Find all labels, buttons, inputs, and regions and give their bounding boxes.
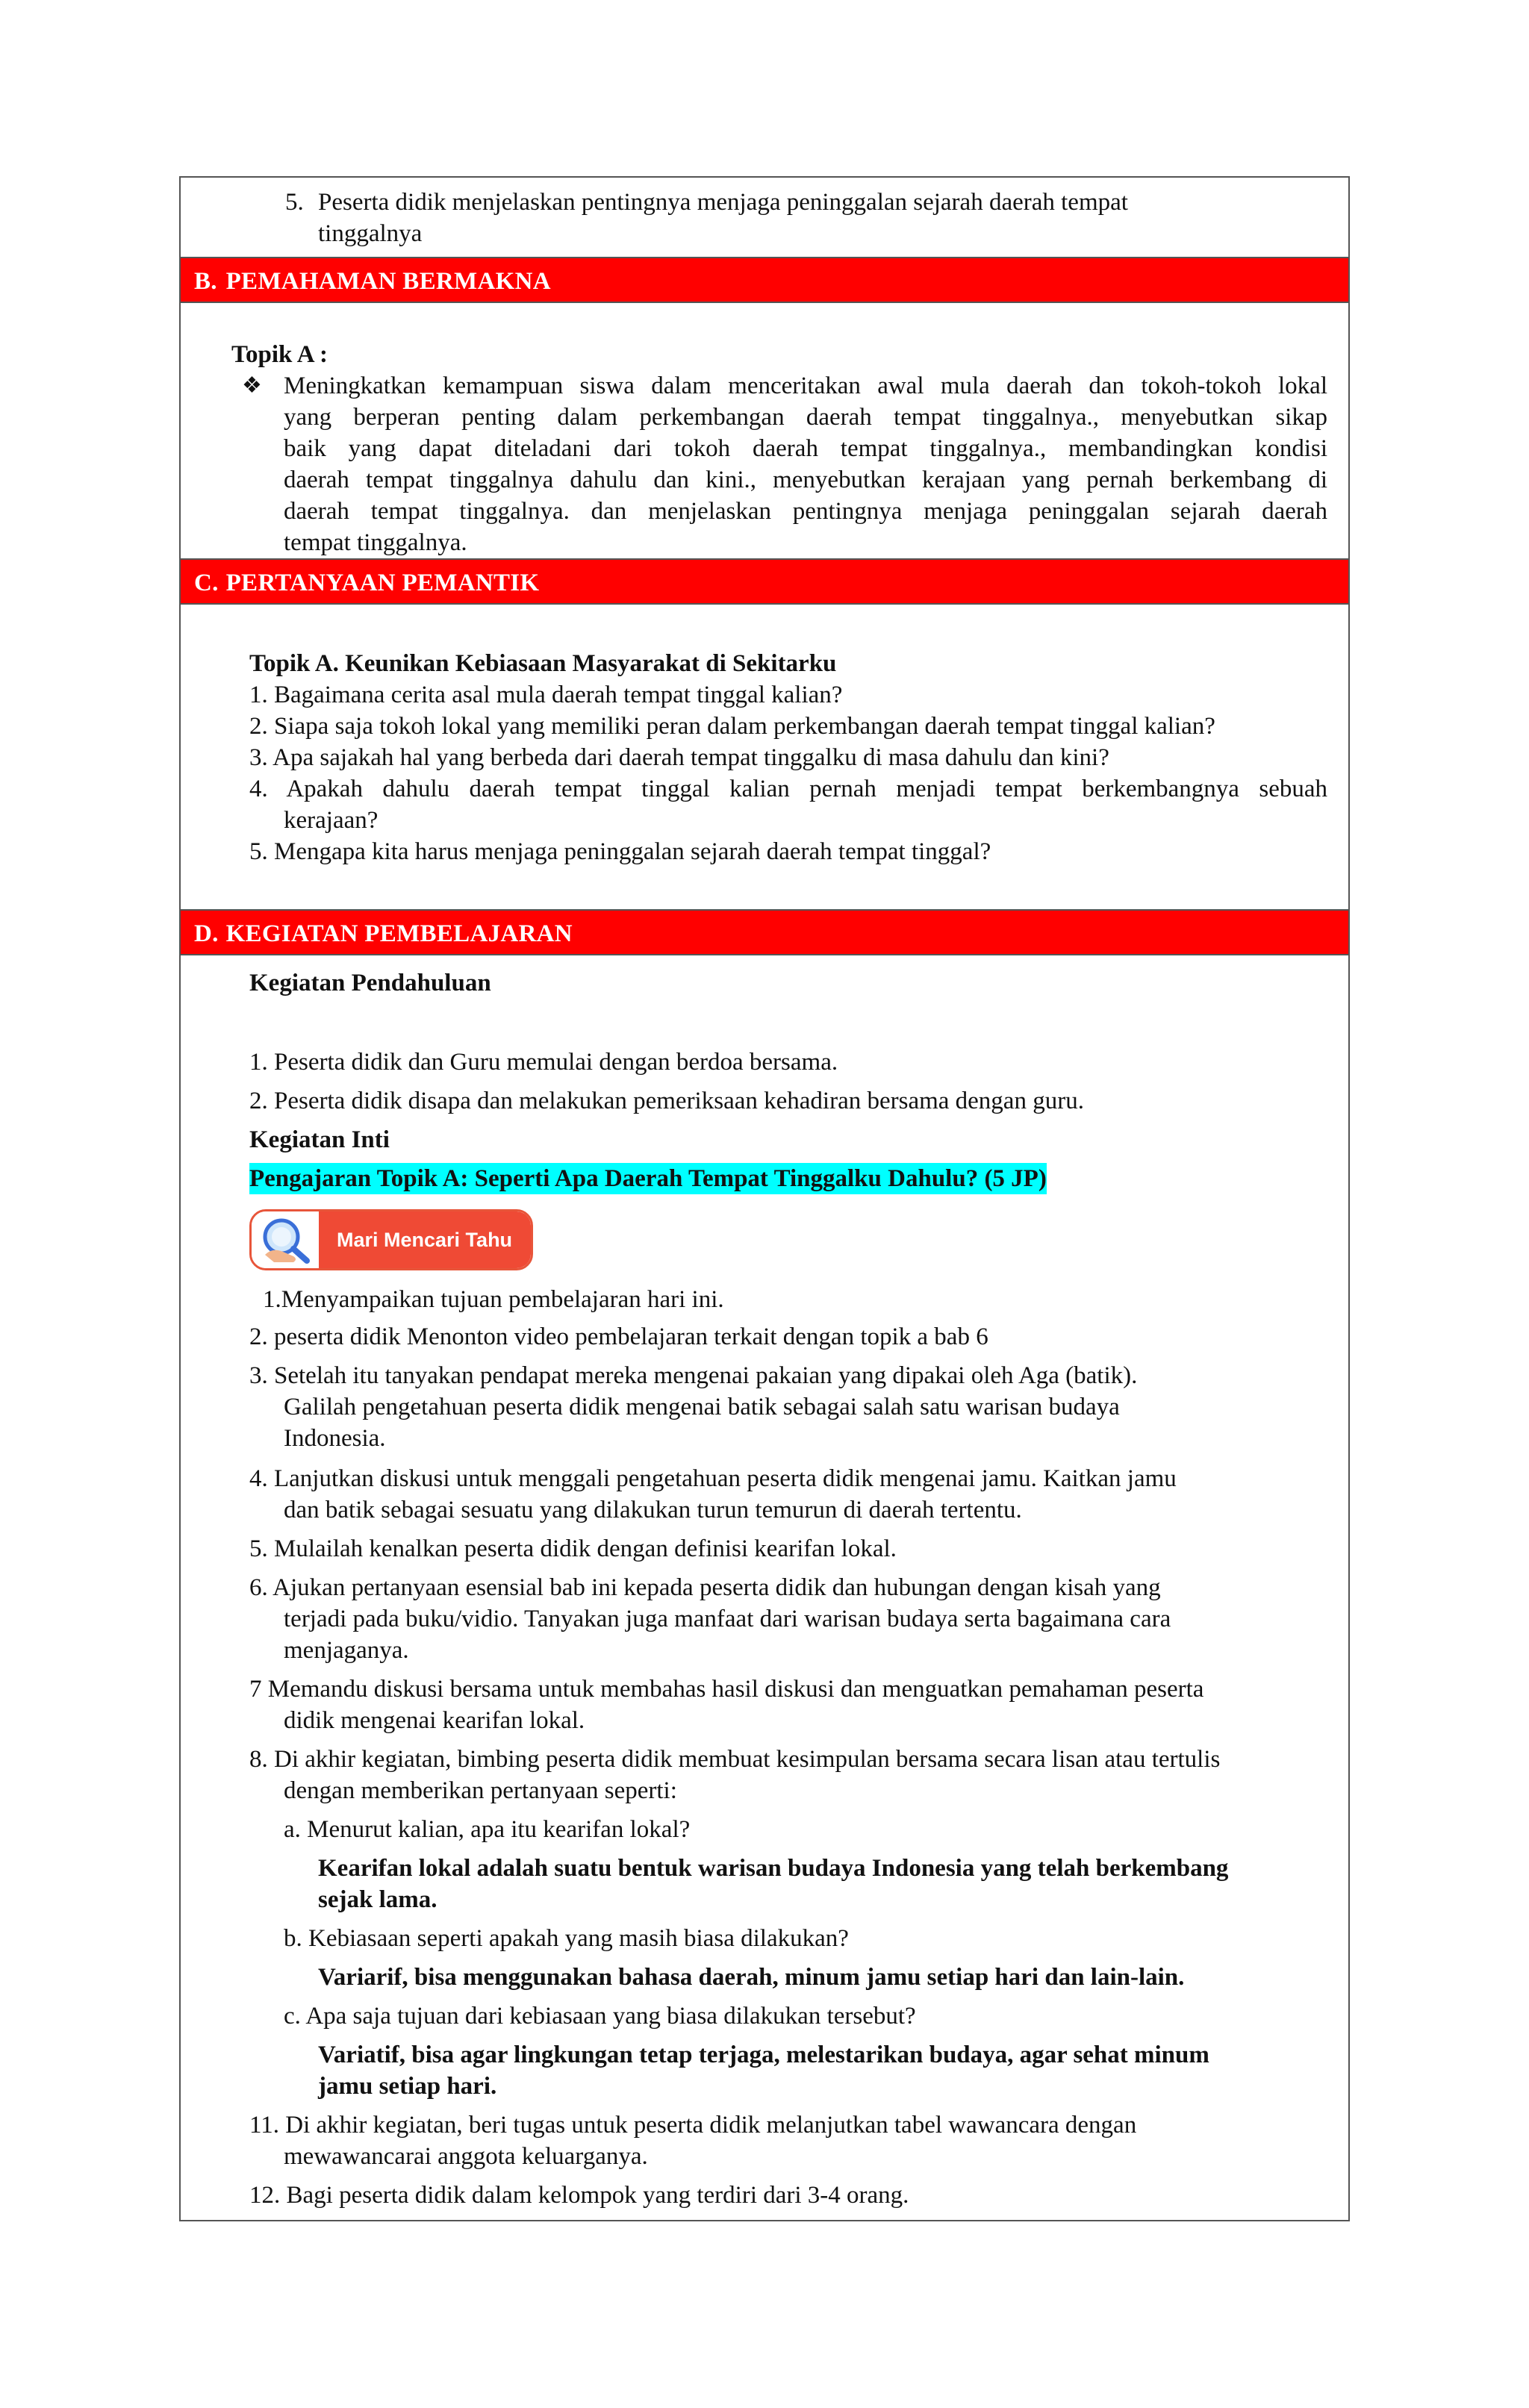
pemantik-question-4: 4. Apakah dahulu daerah tempat tinggal kalian pernah menjadi tempat berkembangnya sebuah <box>249 776 1327 802</box>
section-c-title: PERTANYAAN PEMANTIK <box>225 570 540 596</box>
pendahuluan-heading: Kegiatan Pendahuluan <box>249 970 491 996</box>
inti-step-6-cont: menjaganya. <box>284 1637 409 1664</box>
pemahaman-line: daerah tempat tinggalnya. dan menjelaskan pentingnya menjaga peninggalan sejarah daerah <box>284 498 1327 525</box>
section-d-header <box>181 909 1348 955</box>
inti-step-7-cont: didik mengenai kearifan lokal. <box>284 1707 585 1734</box>
answer-a-cont: sejak lama. <box>318 1886 437 1913</box>
inti-step-2: 2. peserta didik Menonton video pembelajaran terkait dengan topik a bab 6 <box>249 1323 988 1350</box>
question-b: b. Kebiasaan seperti apakah yang masih biasa dilakukan? <box>284 1925 849 1952</box>
section-d-title: KEGIATAN PEMBELAJARAN <box>225 920 573 947</box>
inti-step-11-cont: mewawancarai anggota keluarganya. <box>284 2143 648 2170</box>
inti-step-1: 1.Menyampaikan tujuan pembelajaran hari ini. <box>263 1286 724 1313</box>
section-b-header <box>181 257 1348 303</box>
item5-line1: Peserta didik menjelaskan pentingnya menjaga peninggalan sejarah daerah tempat <box>318 189 1128 216</box>
magnifier-hand-icon <box>252 1211 319 1268</box>
inti-step-11: 11. Di akhir kegiatan, beri tugas untuk peserta didik melanjutkan tabel wawancara dengan <box>249 2112 1137 2139</box>
answer-b: Variarif, bisa menggunakan bahasa daerah, minum jamu setiap hari dan lain-lain. <box>318 1964 1185 1991</box>
answer-a: Kearifan lokal adalah suatu bentuk warisan budaya Indonesia yang telah berkembang <box>318 1855 1229 1882</box>
item5-line2: tinggalnya <box>318 220 423 247</box>
inti-step-3-cont: Galilah pengetahuan peserta didik mengenai batik sebagai salah satu warisan budaya <box>284 1394 1120 1420</box>
inti-step-12: 12. Bagi peserta didik dalam kelompok yang terdiri dari 3-4 orang. <box>249 2182 909 2209</box>
inti-step-8-cont: dengan memberikan pertanyaan seperti: <box>284 1777 677 1804</box>
pemahaman-line: yang berperan penting dalam perkembangan daerah tempat tinggalnya., menyebutkan sikap <box>284 404 1327 431</box>
inti-step-5: 5. Mulailah kenalkan peserta didik dengan definisi kearifan lokal. <box>249 1535 897 1562</box>
section-c-letter: C. <box>194 570 219 596</box>
inti-step-3: 3. Setelah itu tanyakan pendapat mereka mengenai pakaian yang dipakai oleh Aga (batik). <box>249 1362 1138 1389</box>
pemantik-question-5: 5. Mengapa kita harus menjaga peninggalan sejarah daerah tempat tinggal? <box>249 838 991 865</box>
inti-step-4: 4. Lanjutkan diskusi untuk menggali pengetahuan peserta didik mengenai jamu. Kaitkan jamu <box>249 1465 1177 1492</box>
pemantik-question-4-cont: kerajaan? <box>284 807 379 834</box>
diamond-bullet-icon: ❖ <box>242 373 262 398</box>
pemahaman-topic: Topik A : <box>231 341 328 368</box>
pemantik-question-2: 2. Siapa saja tokoh lokal yang memiliki peran dalam perkembangan daerah tempat tinggal kalian? <box>249 713 1215 740</box>
section-b-letter: B. <box>194 268 217 295</box>
inti-step-6: 6. Ajukan pertanyaan esensial bab ini kepada peserta didik dan hubungan dengan kisah yang <box>249 1574 1161 1601</box>
inti-step-4-cont: dan batik sebagai sesuatu yang dilakukan turun temurun di daerah tertentu. <box>284 1497 1022 1523</box>
pemahaman-line: baik yang dapat diteladani dari tokoh daerah tempat tinggalnya., membandingkan kondisi <box>284 435 1327 462</box>
inti-heading: Kegiatan Inti <box>249 1126 390 1153</box>
pemantik-topic: Topik A. Keunikan Kebiasaan Masyarakat di Sekitarku <box>249 650 837 677</box>
pemantik-question-3: 3. Apa sajakah hal yang berbeda dari daerah tempat tinggalku di masa dahulu dan kini? <box>249 744 1109 771</box>
section-b-title: PEMAHAMAN BERMAKNA <box>225 268 551 295</box>
inti-step-3-cont: Indonesia. <box>284 1425 386 1452</box>
answer-c: Variatif, bisa agar lingkungan tetap terjaga, melestarikan budaya, agar sehat minum <box>318 2042 1209 2068</box>
pendahuluan-step-2: 2. Peserta didik disapa dan melakukan pemeriksaan kehadiran bersama dengan guru. <box>249 1088 1084 1114</box>
pemahaman-line: Meningkatkan kemampuan siswa dalam menceritakan awal mula daerah dan tokoh-tokoh lokal <box>284 372 1327 399</box>
badge-label: Mari Mencari Tahu <box>319 1211 531 1268</box>
section-c-header <box>181 558 1348 605</box>
answer-c-cont: jamu setiap hari. <box>318 2073 497 2100</box>
pengajaran-topic-highlight: Pengajaran Topik A: Seperti Apa Daerah Tempat Tinggalku Dahulu? (5 JP) <box>249 1163 1047 1194</box>
pemahaman-line: daerah tempat tinggalnya dahulu dan kini., menyebutkan kerajaan yang pernah berkembang di <box>284 467 1327 493</box>
pemantik-question-1: 1. Bagaimana cerita asal mula daerah tempat tinggal kalian? <box>249 681 843 708</box>
item5-number: 5. <box>285 189 304 216</box>
inti-step-8: 8. Di akhir kegiatan, bimbing peserta didik membuat kesimpulan bersama secara lisan atau tertulis <box>249 1746 1221 1773</box>
pemahaman-line: tempat tinggalnya. <box>284 529 467 556</box>
section-d-letter: D. <box>194 920 219 947</box>
question-a: a. Menurut kalian, apa itu kearifan lokal? <box>284 1816 691 1843</box>
inti-step-6-cont: terjadi pada buku/vidio. Tanyakan juga manfaat dari warisan budaya serta bagaimana cara <box>284 1606 1171 1632</box>
mari-mencari-tahu-badge <box>249 1209 533 1270</box>
question-c: c. Apa saja tujuan dari kebiasaan yang biasa dilakukan tersebut? <box>284 2003 916 2030</box>
inti-step-7: 7 Memandu diskusi bersama untuk membahas hasil diskusi dan menguatkan pemahaman peserta <box>249 1676 1204 1703</box>
pendahuluan-step-1: 1. Peserta didik dan Guru memulai dengan berdoa bersama. <box>249 1049 838 1076</box>
